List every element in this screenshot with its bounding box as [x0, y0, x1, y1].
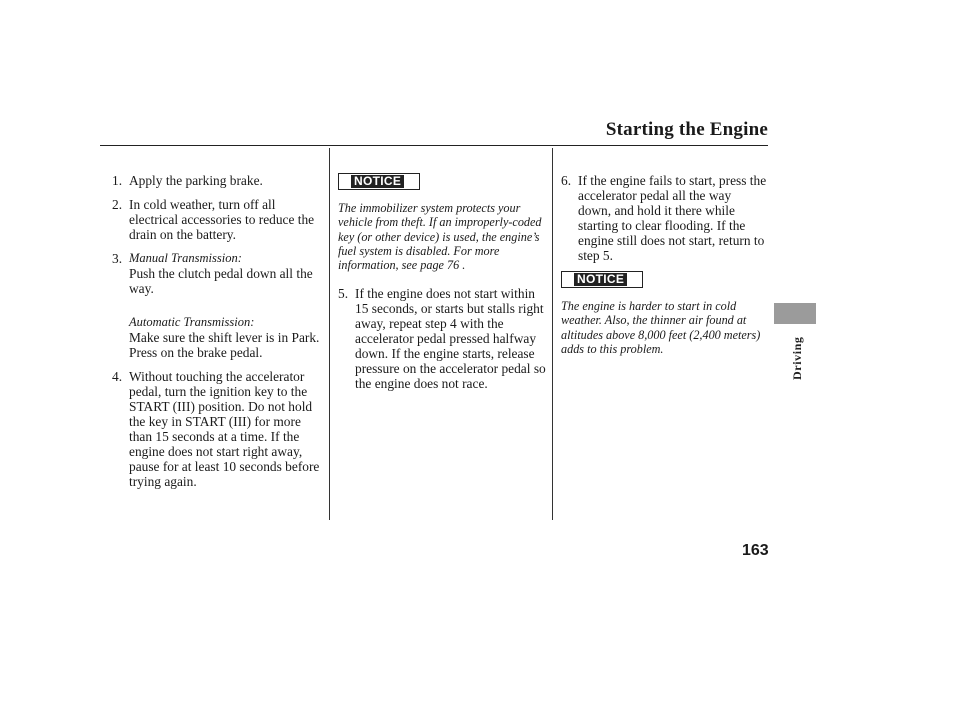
automatic-transmission-label: Automatic Transmission: [129, 315, 255, 329]
column-left [112, 173, 327, 498]
column-right [561, 173, 767, 356]
title-divider [100, 145, 768, 146]
step-1 [112, 173, 327, 188]
step-number: 4. [112, 369, 123, 384]
page-number: 163 [742, 542, 769, 559]
manual-transmission-block [129, 251, 327, 296]
step-5 [338, 286, 548, 391]
automatic-transmission-text: Make sure the shift lever is in Park. Press on the brake pedal. [129, 330, 320, 360]
manual-transmission-label: Manual Transmission: [129, 251, 242, 265]
step-text: In cold weather, turn off all electrical accessories to reduce the drain on the battery. [129, 197, 315, 242]
section-tab-marker [774, 303, 816, 324]
step-number: 2. [112, 197, 123, 212]
automatic-transmission-block [129, 305, 327, 360]
step-6 [561, 173, 767, 263]
step-3 [112, 251, 327, 360]
notice-label: NOTICE [351, 175, 404, 188]
notice-badge [338, 173, 420, 190]
step-text: If the engine does not start within 15 seconds, or starts but stalls right away, repeat step 4 with the accelerator pedal pressed halfway down. If the engine starts, release pressure on the accelerator pedal so the engine does not race. [355, 286, 546, 392]
notice-badge [561, 271, 643, 288]
step-text: Apply the parking brake. [129, 173, 263, 188]
step-4 [112, 369, 327, 489]
step-text: Without touching the accelerator pedal, turn the ignition key to the START (III) position. Do not hold the key in START (III) for more than 15 seconds at a time. If the engine does not start right away, pause for at least 10 seconds before trying again. [129, 369, 320, 489]
section-label: Driving [790, 336, 804, 380]
step-text: If the engine fails to start, press the accelerator pedal all the way down, and hold it there while starting to clear flooding. If the engine still does not start, return to step 5. [578, 173, 767, 263]
notice-text: The engine is harder to start in cold weather. Also, the thinner air found at altitudes above 8,000 feet (2,400 meters) adds to this problem. [561, 299, 761, 356]
notice-text: The immobilizer system protects your vehicle from theft. If an improperly-coded key (or other device) is used, the engine’s fuel system is disabled. For more information, see page 76 . [338, 201, 542, 273]
step-2 [112, 197, 327, 242]
step-number: 5. [338, 286, 349, 302]
column-divider-1 [329, 148, 330, 520]
step-number: 1. [112, 173, 123, 188]
page-title: Starting the Engine [605, 119, 768, 140]
column-divider-2 [552, 148, 553, 520]
notice-label: NOTICE [574, 273, 627, 286]
step-number: 6. [561, 173, 572, 188]
manual-transmission-text: Push the clutch pedal down all the way. [129, 266, 313, 296]
step-number: 3. [112, 251, 123, 266]
column-middle [338, 173, 548, 400]
